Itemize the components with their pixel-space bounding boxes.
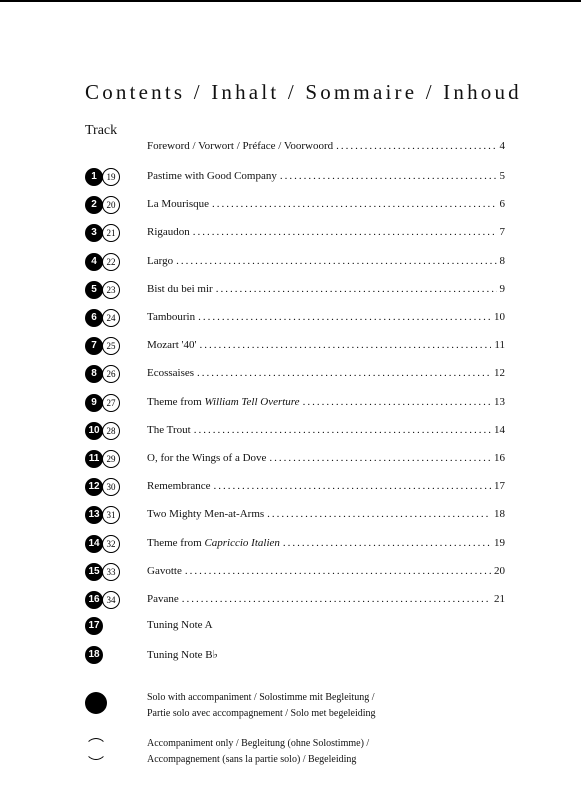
solo-track-number: 2 xyxy=(85,196,103,214)
track-badge xyxy=(85,253,129,273)
solo-track-number: 13 xyxy=(85,506,103,524)
entry-page-number: 21 xyxy=(494,593,505,605)
accompaniment-track-number: 33 xyxy=(102,563,120,581)
solo-track-number: 14 xyxy=(85,535,103,553)
solo-track-number: 5 xyxy=(85,281,103,299)
entry-title-italic: Capriccio Italien xyxy=(204,536,280,549)
entry-page-number: 13 xyxy=(494,395,505,408)
dot-leader xyxy=(214,480,491,492)
solo-track-number: 1 xyxy=(85,168,103,186)
legend-solo-line2: Partie solo avec accompagnement / Solo met begeleiding xyxy=(147,708,376,719)
contents-entry[interactable] xyxy=(85,253,505,273)
entry-title: Remembrance xyxy=(147,480,211,493)
track-badge xyxy=(85,281,129,301)
foreword-page: 4 xyxy=(499,140,505,152)
track-badge xyxy=(85,422,129,442)
contents-entry[interactable] xyxy=(85,224,505,244)
entry-page-number: 20 xyxy=(494,564,505,577)
accompaniment-track-number: 19 xyxy=(102,168,120,186)
entry-page-number: 18 xyxy=(494,508,505,521)
dot-leader xyxy=(212,198,496,210)
dot-leader xyxy=(336,140,496,152)
solo-track-number: 8 xyxy=(85,365,103,383)
accompaniment-track-number: 28 xyxy=(102,422,120,440)
tuning-entry[interactable] xyxy=(85,646,505,666)
page-title: Contents / Inhalt / Sommaire / Inhoud xyxy=(85,80,522,104)
dot-leader xyxy=(283,537,491,549)
entry-title: Bist du bei mir xyxy=(147,282,213,295)
legend-solo xyxy=(85,690,405,724)
accompaniment-track-number: 29 xyxy=(102,450,120,468)
entry-page-number: 14 xyxy=(494,423,505,436)
track-badge xyxy=(85,506,129,526)
accompaniment-track-number: 23 xyxy=(102,281,120,299)
dot-leader xyxy=(269,452,491,464)
entry-title: Mozart '40' xyxy=(147,339,197,352)
dot-leader xyxy=(193,226,497,238)
solo-track-number: 15 xyxy=(85,563,103,581)
dot-leader xyxy=(267,508,491,520)
entry-title: Pastime with Good Company xyxy=(147,170,277,182)
dot-leader xyxy=(303,396,491,408)
dot-leader xyxy=(199,339,491,351)
contents-entry[interactable] xyxy=(85,478,505,498)
contents-entry[interactable] xyxy=(85,506,505,526)
track-badge xyxy=(85,168,129,188)
track-badge xyxy=(85,450,129,470)
solo-track-icon xyxy=(85,692,107,714)
entry-title: Pavane xyxy=(147,593,179,605)
foreword-label: Foreword / Vorwort / Préface / Voorwoord xyxy=(147,140,334,152)
contents-entry[interactable] xyxy=(85,535,505,555)
dot-leader xyxy=(280,170,497,182)
entry-title: The Trout xyxy=(147,423,191,436)
entry-title: Largo xyxy=(147,254,174,267)
accompaniment-track-number: 27 xyxy=(102,394,120,412)
entry-title: O, for the Wings of a Dove xyxy=(147,452,267,464)
contents-entry[interactable] xyxy=(85,394,505,414)
solo-track-number: 16 xyxy=(85,591,103,609)
entry-title: Gavotte xyxy=(147,564,182,577)
contents-entry[interactable] xyxy=(85,591,505,611)
accompaniment-track-number: 34 xyxy=(102,591,120,609)
track-badge xyxy=(85,535,129,555)
entry-title: Rigaudon xyxy=(147,226,190,239)
contents-entry[interactable] xyxy=(85,365,505,385)
entry-page-number: 6 xyxy=(499,198,505,211)
track-badge xyxy=(85,337,129,357)
accompaniment-track-number: 21 xyxy=(102,224,120,242)
entry-page-number: 12 xyxy=(494,367,505,380)
contents-entry[interactable] xyxy=(85,309,505,329)
track-badge xyxy=(85,309,129,329)
legend-accompaniment xyxy=(85,736,405,770)
entry-page-number: 5 xyxy=(499,170,505,182)
entry-page-number: 7 xyxy=(499,226,505,239)
dot-leader xyxy=(216,283,497,295)
foreword-entry[interactable] xyxy=(147,140,505,152)
contents-entry[interactable] xyxy=(85,196,505,216)
dot-leader xyxy=(185,565,491,577)
accompaniment-track-icon xyxy=(85,738,107,760)
entry-title: Two Mighty Men-at-Arms xyxy=(147,508,265,521)
entry-title: Ecossaises xyxy=(147,367,195,380)
dot-leader xyxy=(198,311,491,323)
track-badge xyxy=(85,591,129,611)
top-rule xyxy=(0,0,581,2)
solo-track-number: 11 xyxy=(85,450,103,468)
entry-page-number: 11 xyxy=(494,339,505,352)
tuning-entry[interactable] xyxy=(85,617,505,637)
contents-entry[interactable] xyxy=(85,563,505,583)
entry-page-number: 17 xyxy=(494,480,505,493)
track-badge xyxy=(85,365,129,385)
legend-acc-line1: Accompaniment only / Begleitung (ohne Solostimme) / xyxy=(147,738,370,749)
track-badge xyxy=(85,224,129,244)
legend-acc-line2: Accompagnement (sans la partie solo) / Begeleiding xyxy=(147,754,357,765)
entry-title-italic: William Tell Overture xyxy=(204,395,300,408)
dot-leader xyxy=(194,424,491,436)
accompaniment-track-number: 26 xyxy=(102,365,120,383)
tuning-title: Tuning Note A xyxy=(147,619,213,631)
track-column-label: Track xyxy=(85,123,118,138)
dot-leader xyxy=(176,255,496,267)
track-badge xyxy=(85,394,129,414)
entry-title: Tambourin xyxy=(147,311,196,323)
contents-entry[interactable] xyxy=(85,337,505,357)
dot-leader xyxy=(182,593,491,605)
track-badge xyxy=(85,478,129,498)
track-badge xyxy=(85,196,129,216)
tuning-track-number: 18 xyxy=(85,646,103,664)
accompaniment-track-number: 22 xyxy=(102,253,120,271)
tuning-title: Tuning Note B♭ xyxy=(147,648,218,661)
solo-track-number: 3 xyxy=(85,224,103,242)
solo-track-number: 7 xyxy=(85,337,103,355)
entry-title-prefix: Theme from xyxy=(147,395,205,408)
accompaniment-track-number: 32 xyxy=(102,535,120,553)
contents-entry[interactable] xyxy=(85,168,505,188)
entry-title xyxy=(147,537,280,549)
accompaniment-track-number: 30 xyxy=(102,478,120,496)
contents-entry[interactable] xyxy=(85,450,505,470)
entry-page-number: 9 xyxy=(499,282,505,295)
solo-track-number: 6 xyxy=(85,309,103,327)
contents-entry[interactable] xyxy=(85,422,505,442)
dot-leader xyxy=(197,367,491,379)
entry-page-number: 8 xyxy=(499,254,505,267)
entry-page-number: 19 xyxy=(494,536,505,549)
solo-track-number: 10 xyxy=(85,422,103,440)
solo-track-number: 4 xyxy=(85,253,103,271)
entry-page-number: 16 xyxy=(494,452,505,464)
entry-title: La Mourisque xyxy=(147,198,210,211)
entry-title-prefix: Theme from xyxy=(147,536,205,549)
accompaniment-track-number: 25 xyxy=(102,337,120,355)
tuning-track-number: 17 xyxy=(85,617,103,635)
accompaniment-track-number: 20 xyxy=(102,196,120,214)
entry-title xyxy=(147,396,300,408)
entry-page-number: 10 xyxy=(494,311,505,323)
accompaniment-track-number: 24 xyxy=(102,309,120,327)
legend-solo-line1: Solo with accompaniment / Solostimme mit Begleitung / xyxy=(147,692,375,703)
solo-track-number: 12 xyxy=(85,478,103,496)
contents-entry[interactable] xyxy=(85,281,505,301)
track-badge xyxy=(85,563,129,583)
accompaniment-track-number: 31 xyxy=(102,506,120,524)
solo-track-number: 9 xyxy=(85,394,103,412)
